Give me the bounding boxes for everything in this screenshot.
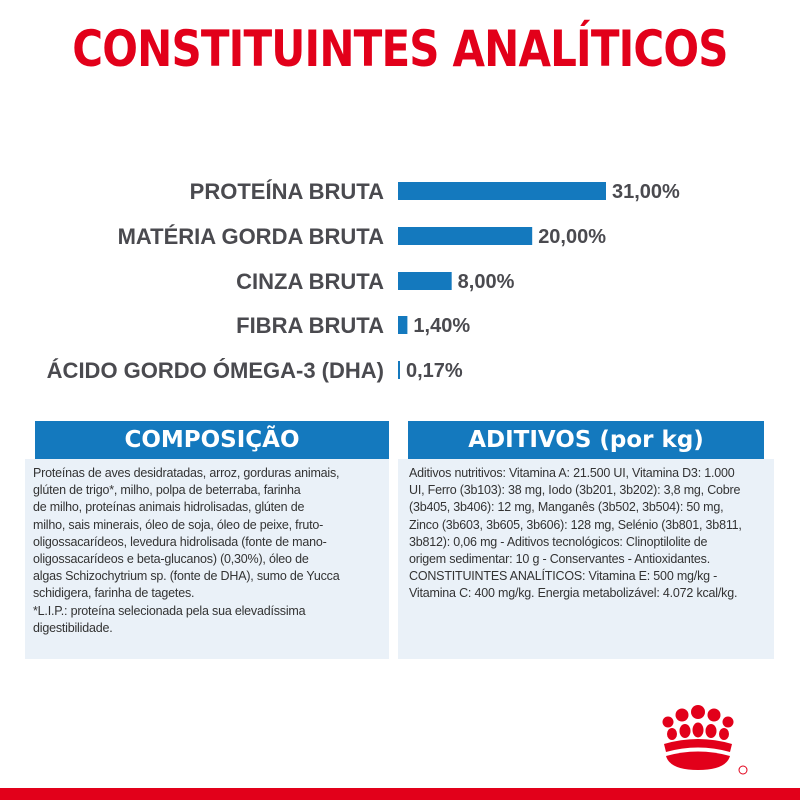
- page-title: CONSTITUINTES ANALÍTICOS: [72, 20, 728, 78]
- bar-label: CINZA BRUTA: [236, 269, 384, 294]
- bar: [398, 272, 452, 290]
- nutrient-bar-chart: [0, 165, 800, 395]
- bar-value-label: 20,00%: [538, 226, 607, 248]
- bar-label: PROTEÍNA BRUTA: [189, 179, 384, 204]
- bar-label: ÁCIDO GORDO ÓMEGA-3 (DHA): [46, 358, 384, 383]
- bar-value-label: 0,17%: [406, 360, 463, 382]
- royal-canin-crown-icon: [650, 700, 760, 780]
- bar-label: MATÉRIA GORDA BRUTA: [117, 224, 384, 249]
- bar: [398, 227, 532, 245]
- bar-value-label: 8,00%: [457, 271, 515, 293]
- additives-text: Aditivos nutritivos: Vitamina A: 21.500 UI, Vitamina D3: 1.000 UI, Ferro (3b103): 38 mg, Iodo (3b201, 3b202): 3,8 mg, Cobre (3b405, 3b406): 12 mg, Manganês (3b502, 3b504): 50 mg, Zinco (3b603, 3b605, 3b606): 128 mg, Selénio (3b801, 3b811, 3b812): 0,06 mg - Aditivos tecnológicos: Clinoptilolite de origem sedimentar: 10 g - Conservantes - Antioxidantes. CONSTITUINTES ANALÍTICOS: Vitamina E: 500 mg/kg - Vitamina C: 400 mg/kg. Energia metabolizável: 4.072 kcal/kg.: [409, 466, 742, 601]
- bar-label: FIBRA BRUTA: [236, 313, 384, 338]
- bar: [398, 316, 407, 334]
- bar-value-label: 1,40%: [413, 315, 471, 337]
- footer-bar: [0, 788, 800, 800]
- additives-heading: ADITIVOS (por kg): [408, 421, 764, 459]
- composition-heading: COMPOSIÇÃO: [35, 421, 389, 459]
- composition-text: Proteínas de aves desidratadas, arroz, gorduras animais, glúten de trigo*, milho, polpa de beterraba, farinha de milho, proteínas animais hidrolisadas, glúten de milho, sais minerais, óleo de soja, óleo de peixe, fruto- oligossacarídeos, levedura hidrolisada (fonte de mano- oligossacarídeos e beta-glucanos) (0,30%), óleo de algas Schizochytrium sp. (fonte de DHA), sumo de Yucca schidigera, farinha de tagetes. *L.I.P.: proteína selecionada pela sua elevadíssima digestibilidade.: [33, 466, 340, 635]
- bar-value-label: 31,00%: [612, 181, 680, 203]
- bar: [398, 182, 606, 200]
- bar: [398, 361, 400, 379]
